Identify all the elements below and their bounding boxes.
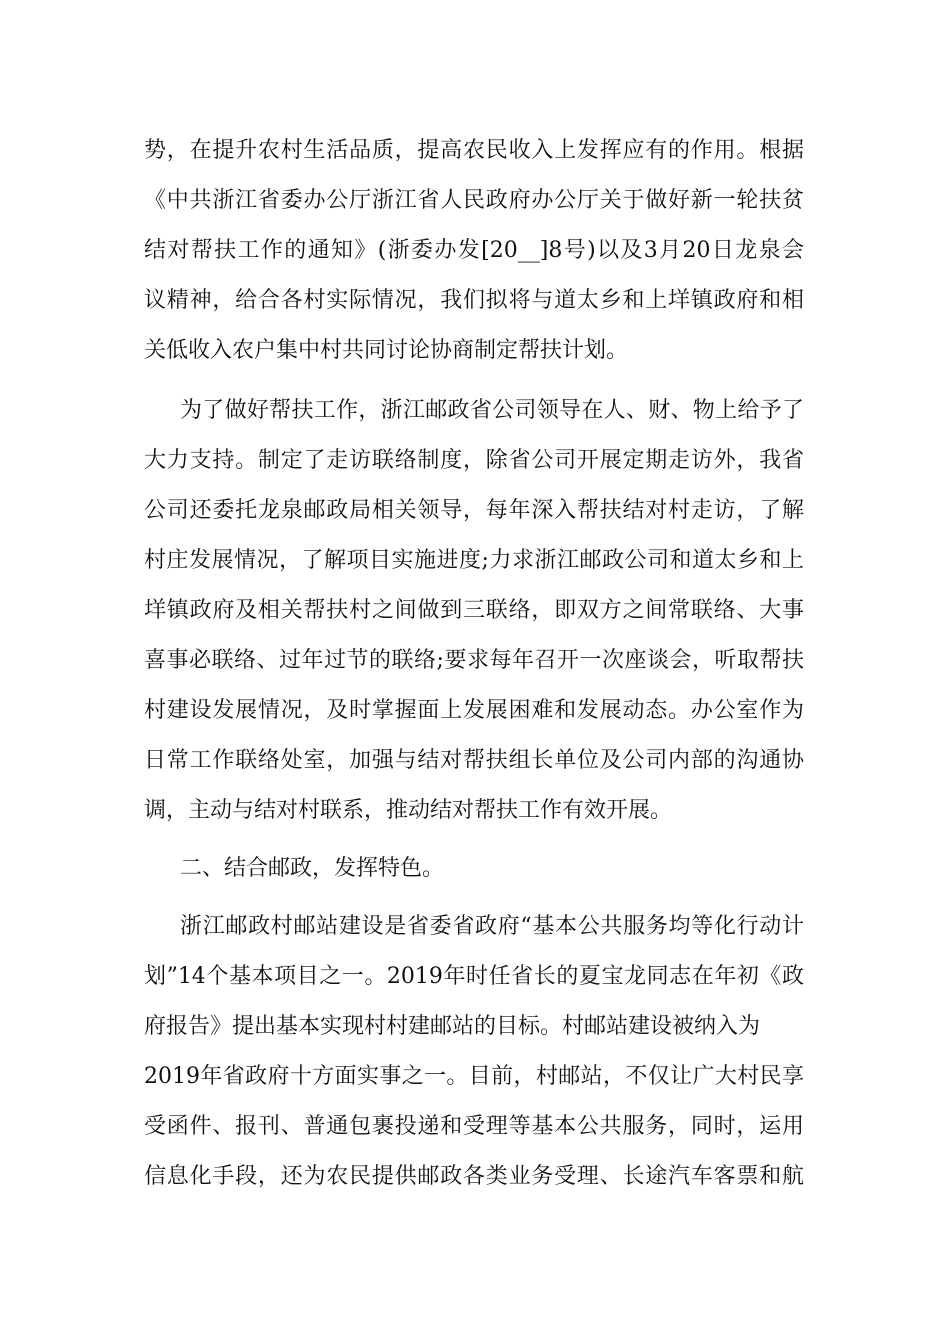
text-line: 垟镇政府及相关帮扶村之间做到三联络，即双方之间常联络、大事	[144, 598, 804, 623]
text-line: 结对帮扶工作的通知》(浙委办发[20__]8号)以及3月20日龙泉会	[144, 238, 804, 263]
text-line: 日常工作联络处室，加强与结对帮扶组长单位及公司内部的沟通协	[144, 748, 804, 773]
text-line: 关低收入农户集中村共同讨论协商制定帮扶计划。	[144, 338, 629, 363]
text-line: 《中共浙江省委办公厅浙江省人民政府办公厅关于做好新一轮扶贫	[144, 188, 804, 213]
text-line: 调，主动与结对村联系，推动结对帮扶工作有效开展。	[144, 798, 673, 823]
text-line: 喜事必联络、过年过节的联络;要求每年召开一次座谈会，听取帮扶	[144, 648, 804, 673]
text-line: 势，在提升农村生活品质，提高农民收入上发挥应有的作用。根据	[144, 138, 804, 163]
text-line: 村建设发展情况，及时掌握面上发展困难和发展动态。办公室作为	[144, 698, 804, 723]
paragraph-first-line: 为了做好帮扶工作，浙江邮政省公司领导在人、财、物上给予了	[180, 398, 804, 423]
text-line: 府报告》提出基本实现村村建邮站的目标。村邮站建设被纳入为	[144, 1014, 761, 1039]
text-line: 信息化手段，还为农民提供邮政各类业务受理、长途汽车客票和航	[144, 1164, 804, 1189]
text-line: 划”14个基本项目之一。2019年时任省长的夏宝龙同志在年初《政	[144, 964, 804, 989]
text-line: 村庄发展情况，了解项目实施进度;力求浙江邮政公司和道太乡和上	[144, 548, 804, 573]
text-line: 公司还委托龙泉邮政局相关领导，每年深入帮扶结对村走访，了解	[144, 498, 804, 523]
paragraph-first-line: 浙江邮政村邮站建设是省委省政府“基本公共服务均等化行动计	[180, 914, 804, 939]
text-line: 大力支持。制定了走访联络制度，除省公司开展定期走访外，我省	[144, 448, 804, 473]
text-line: 议精神，给合各村实际情况，我们拟将与道太乡和上垟镇政府和相	[144, 288, 804, 313]
section-heading: 二、结合邮政，发挥特色。	[180, 856, 445, 881]
text-line: 2019年省政府十方面实事之一。目前，村邮站，不仅让广大村民享	[144, 1064, 804, 1089]
text-line: 受函件、报刊、普通包裹投递和受理等基本公共服务，同时，运用	[144, 1114, 804, 1139]
